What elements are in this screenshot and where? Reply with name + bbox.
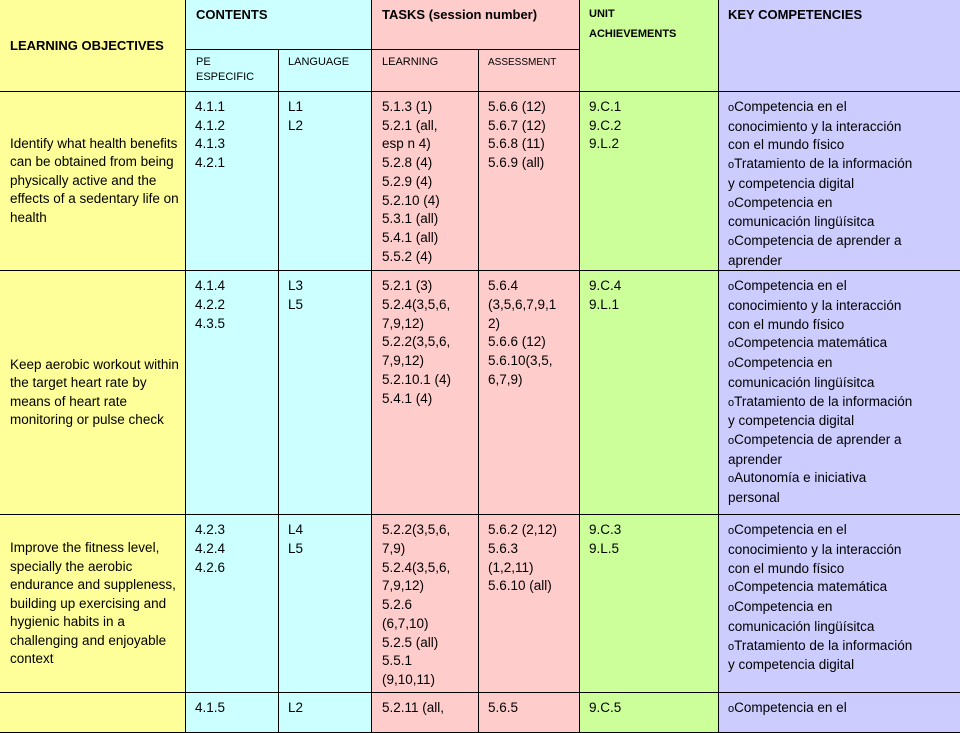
learning-task-item: 5.4.1 (all) bbox=[382, 229, 474, 248]
header-key-competencies-label: KEY COMPETENCIES bbox=[719, 0, 960, 23]
competency-line: y competencia digital bbox=[728, 656, 956, 675]
competency-item bbox=[728, 699, 956, 719]
competency-text: Competencia matemática bbox=[734, 579, 887, 594]
competency-item bbox=[728, 232, 956, 270]
learning-objective-text: Improve the fitness level, specially the aerobic endurance and suppleness, building up exercising and hygienic habits in a challenging and enjoyable context bbox=[0, 539, 185, 669]
competency-line: comunicación lingüísitca bbox=[728, 618, 956, 637]
language-cell bbox=[279, 271, 372, 515]
header-learning-objectives-label: LEARNING OBJECTIVES bbox=[0, 37, 185, 54]
header-key-competencies bbox=[719, 0, 960, 92]
competency-line bbox=[728, 393, 956, 413]
competency-text: Competencia matemática bbox=[734, 335, 887, 350]
pe-content-item: 4.3.5 bbox=[195, 315, 272, 334]
competency-item bbox=[728, 354, 956, 392]
competency-line: personal bbox=[728, 489, 956, 508]
bullet-icon: o bbox=[728, 602, 734, 614]
learning-task-item: 5.4.1 (4) bbox=[382, 390, 474, 409]
learning-objective-cell bbox=[0, 693, 186, 733]
unit-achievement-item: 9.C.1 bbox=[589, 98, 712, 117]
learning-task-item: 5.2.1 (3) bbox=[382, 277, 474, 296]
competency-text: Competencia en bbox=[734, 599, 832, 614]
assessment-task-item: 5.6.2 (2,12) bbox=[488, 521, 573, 540]
learning-task-item: 5.2.10 (4) bbox=[382, 192, 474, 211]
competency-line bbox=[728, 431, 956, 451]
subheader-assessment bbox=[479, 50, 580, 92]
unit-achievements-cell bbox=[580, 693, 719, 733]
subheader-pe-label-2: ESPECIFIC bbox=[196, 70, 272, 85]
pe-content-item: 4.2.3 bbox=[195, 521, 272, 540]
bullet-icon: o bbox=[728, 338, 734, 350]
competency-text: Autonomía e iniciativa bbox=[734, 470, 866, 485]
learning-task-item: 5.5.1 bbox=[382, 652, 474, 671]
competency-item bbox=[728, 393, 956, 431]
unit-achievements-cell bbox=[580, 271, 719, 515]
assessment-task-item: 5.6.8 (11) bbox=[488, 135, 573, 154]
assessment-task-item: 5.6.4 bbox=[488, 277, 573, 296]
assessment-task-item: (1,2,11) bbox=[488, 559, 573, 578]
assessment-task-item: 5.6.10 (all) bbox=[488, 577, 573, 596]
language-item: L5 bbox=[288, 296, 365, 315]
competency-line: conocimiento y la interacción bbox=[728, 541, 956, 560]
competency-line: con el mundo físico bbox=[728, 136, 956, 155]
assessment-task-item: 5.6.3 bbox=[488, 540, 573, 559]
learning-task-item: 7,9,12) bbox=[382, 315, 474, 334]
competency-line bbox=[728, 598, 956, 618]
language-cell bbox=[279, 693, 372, 733]
learning-objective-cell bbox=[0, 515, 186, 693]
learning-task-item: (9,10,11) bbox=[382, 671, 474, 690]
language-item: L2 bbox=[288, 117, 365, 136]
competency-text: Competencia en el bbox=[734, 278, 847, 293]
bullet-icon: o bbox=[728, 703, 734, 715]
competency-line: aprender bbox=[728, 451, 956, 470]
competency-line bbox=[728, 194, 956, 214]
unit-achievement-item: 9.L.1 bbox=[589, 296, 712, 315]
key-competencies-cell bbox=[719, 92, 960, 271]
pe-content-item: 4.1.5 bbox=[195, 699, 272, 718]
assessment-task-item: 6,7,9) bbox=[488, 371, 573, 390]
bullet-icon: o bbox=[728, 525, 734, 537]
assessment-task-cell bbox=[479, 271, 580, 515]
competency-line bbox=[728, 637, 956, 657]
pe-content-item: 4.1.2 bbox=[195, 117, 272, 136]
competency-line: aprender bbox=[728, 252, 956, 271]
bullet-icon: o bbox=[728, 397, 734, 409]
unit-achievement-item: 9.C.3 bbox=[589, 521, 712, 540]
key-competencies-cell bbox=[719, 693, 960, 733]
competency-text: Competencia en el bbox=[734, 522, 847, 537]
competency-item bbox=[728, 469, 956, 507]
bullet-icon: o bbox=[728, 198, 734, 210]
learning-task-item: 5.5.2 (4) bbox=[382, 248, 474, 267]
learning-objective-text: Keep aerobic workout within the target heart rate by means of heart rate monitoring or pulse check bbox=[0, 356, 185, 430]
learning-task-item: 5.2.2(3,5,6, bbox=[382, 333, 474, 352]
pe-especific-cell bbox=[186, 271, 279, 515]
pe-content-item: 4.1.1 bbox=[195, 98, 272, 117]
competency-line bbox=[728, 578, 956, 598]
competency-item bbox=[728, 98, 956, 155]
unit-achievements-cell bbox=[580, 92, 719, 271]
assessment-task-cell bbox=[479, 693, 580, 733]
learning-task-item: 5.2.11 (all, bbox=[382, 699, 474, 718]
header-contents bbox=[186, 0, 372, 50]
competency-line bbox=[728, 155, 956, 175]
competency-line bbox=[728, 469, 956, 489]
key-competencies-cell bbox=[719, 271, 960, 515]
competency-text: Competencia en bbox=[734, 355, 832, 370]
competency-line: y competencia digital bbox=[728, 412, 956, 431]
competency-text: Tratamiento de la información bbox=[734, 638, 912, 653]
learning-task-item: 5.2.4(3,5,6, bbox=[382, 296, 474, 315]
competency-line: y competencia digital bbox=[728, 175, 956, 194]
competency-text: Tratamiento de la información bbox=[734, 394, 912, 409]
learning-objective-cell bbox=[0, 271, 186, 515]
bullet-icon: o bbox=[728, 102, 734, 114]
assessment-task-item: 5.6.6 (12) bbox=[488, 333, 573, 352]
table-row bbox=[0, 92, 960, 271]
language-cell bbox=[279, 515, 372, 693]
bullet-icon: o bbox=[728, 358, 734, 370]
language-item: L5 bbox=[288, 540, 365, 559]
bullet-icon: o bbox=[728, 473, 734, 485]
pe-especific-cell bbox=[186, 693, 279, 733]
subheader-pe-especific bbox=[186, 50, 279, 92]
bullet-icon: o bbox=[728, 236, 734, 248]
header-tasks bbox=[372, 0, 580, 50]
pe-especific-cell bbox=[186, 515, 279, 693]
pe-content-item: 4.1.4 bbox=[195, 277, 272, 296]
competency-line bbox=[728, 699, 956, 719]
competency-line bbox=[728, 277, 956, 297]
competency-line bbox=[728, 354, 956, 374]
competency-item bbox=[728, 194, 956, 232]
language-item: L4 bbox=[288, 521, 365, 540]
competency-line: conocimiento y la interacción bbox=[728, 118, 956, 137]
learning-task-item: 5.2.5 (all) bbox=[382, 634, 474, 653]
table-row bbox=[0, 693, 960, 733]
competency-text: Competencia en bbox=[734, 195, 832, 210]
competency-line bbox=[728, 334, 956, 354]
learning-task-item: 5.2.1 (all, bbox=[382, 117, 474, 136]
language-item: L1 bbox=[288, 98, 365, 117]
learning-task-item: 7,9,12) bbox=[382, 577, 474, 596]
learning-task-item: 5.2.10.1 (4) bbox=[382, 371, 474, 390]
pe-content-item: 4.2.1 bbox=[195, 154, 272, 173]
header-tasks-label: TASKS (session number) bbox=[372, 0, 579, 23]
subheader-pe-label-1: PE bbox=[196, 55, 272, 70]
learning-task-item: 5.2.2(3,5,6, bbox=[382, 521, 474, 540]
competency-line: comunicación lingüísitca bbox=[728, 213, 956, 232]
assessment-task-item: 2) bbox=[488, 315, 573, 334]
pe-content-item: 4.2.2 bbox=[195, 296, 272, 315]
learning-objective-cell bbox=[0, 92, 186, 271]
key-competencies-cell bbox=[719, 515, 960, 693]
competency-line: conocimiento y la interacción bbox=[728, 297, 956, 316]
competency-item bbox=[728, 155, 956, 193]
pe-content-item: 4.2.6 bbox=[195, 559, 272, 578]
competency-line: con el mundo físico bbox=[728, 560, 956, 579]
learning-task-cell bbox=[372, 693, 479, 733]
unit-achievement-item: 9.C.5 bbox=[589, 699, 712, 718]
learning-task-item: 7,9) bbox=[382, 540, 474, 559]
competency-item bbox=[728, 431, 956, 469]
learning-task-item: 7,9,12) bbox=[382, 352, 474, 371]
learning-task-item: 5.2.8 (4) bbox=[382, 154, 474, 173]
assessment-task-cell bbox=[479, 515, 580, 693]
unit-achievement-item: 9.C.2 bbox=[589, 117, 712, 136]
header-learning-objectives bbox=[0, 0, 186, 92]
learning-objective-text: Identify what health benefits can be obtained from being physically active and the effects of a sedentary life on health bbox=[0, 135, 185, 228]
competency-text: Competencia en el bbox=[734, 99, 847, 114]
competency-line: comunicación lingüísitca bbox=[728, 374, 956, 393]
table-row bbox=[0, 271, 960, 515]
table-row bbox=[0, 515, 960, 693]
header-contents-label: CONTENTS bbox=[186, 0, 371, 23]
subheader-learning bbox=[372, 50, 479, 92]
subheader-language-label: LANGUAGE bbox=[279, 50, 371, 70]
assessment-task-cell bbox=[479, 92, 580, 271]
competency-item bbox=[728, 637, 956, 675]
bullet-icon: o bbox=[728, 281, 734, 293]
learning-task-item: 5.2.4(3,5,6, bbox=[382, 559, 474, 578]
assessment-task-item: 5.6.5 bbox=[488, 699, 573, 718]
assessment-task-item: 5.6.9 (all) bbox=[488, 154, 573, 173]
unit-achievement-item: 9.L.5 bbox=[589, 540, 712, 559]
learning-task-item: 5.2.9 (4) bbox=[382, 173, 474, 192]
learning-task-item: (6,7,10) bbox=[382, 615, 474, 634]
bullet-icon: o bbox=[728, 159, 734, 171]
header-unit-label-1: UNIT bbox=[589, 4, 712, 24]
competency-text: Competencia de aprender a bbox=[734, 432, 901, 447]
learning-task-item: 5.1.3 (1) bbox=[382, 98, 474, 117]
competency-text: Tratamiento de la información bbox=[734, 156, 912, 171]
competency-text: Competencia de aprender a bbox=[734, 233, 901, 248]
competency-item bbox=[728, 521, 956, 578]
assessment-task-item: (3,5,6,7,9,1 bbox=[488, 296, 573, 315]
subheader-assessment-label: ASSESSMENT bbox=[479, 50, 579, 70]
competency-line bbox=[728, 521, 956, 541]
pe-especific-cell bbox=[186, 92, 279, 271]
pe-content-item: 4.2.4 bbox=[195, 540, 272, 559]
competency-item bbox=[728, 334, 956, 354]
learning-task-item: esp n 4) bbox=[382, 135, 474, 154]
language-item: L2 bbox=[288, 699, 365, 718]
learning-task-cell bbox=[372, 271, 479, 515]
assessment-task-item: 5.6.7 (12) bbox=[488, 117, 573, 136]
competency-item bbox=[728, 578, 956, 598]
learning-task-cell bbox=[372, 515, 479, 693]
competency-line bbox=[728, 98, 956, 118]
assessment-task-item: 5.6.6 (12) bbox=[488, 98, 573, 117]
competency-line: con el mundo físico bbox=[728, 316, 956, 335]
unit-achievements-cell bbox=[580, 515, 719, 693]
language-cell bbox=[279, 92, 372, 271]
subheader-learning-label: LEARNING bbox=[372, 50, 478, 70]
competency-item bbox=[728, 598, 956, 636]
competency-text: Competencia en el bbox=[734, 700, 847, 715]
bullet-icon: o bbox=[728, 582, 734, 594]
header-unit-achievements bbox=[580, 0, 719, 92]
subheader-language bbox=[279, 50, 372, 92]
language-item: L3 bbox=[288, 277, 365, 296]
pe-content-item: 4.1.3 bbox=[195, 135, 272, 154]
learning-task-item: 5.2.6 bbox=[382, 596, 474, 615]
bullet-icon: o bbox=[728, 641, 734, 653]
learning-task-item: 5.3.1 (all) bbox=[382, 210, 474, 229]
unit-achievement-item: 9.C.4 bbox=[589, 277, 712, 296]
unit-achievement-item: 9.L.2 bbox=[589, 135, 712, 154]
competency-line bbox=[728, 232, 956, 252]
learning-task-cell bbox=[372, 92, 479, 271]
assessment-task-item: 5.6.10(3,5, bbox=[488, 352, 573, 371]
header-unit-label-2: ACHIEVEMENTS bbox=[589, 24, 712, 44]
competency-item bbox=[728, 277, 956, 334]
bullet-icon: o bbox=[728, 435, 734, 447]
